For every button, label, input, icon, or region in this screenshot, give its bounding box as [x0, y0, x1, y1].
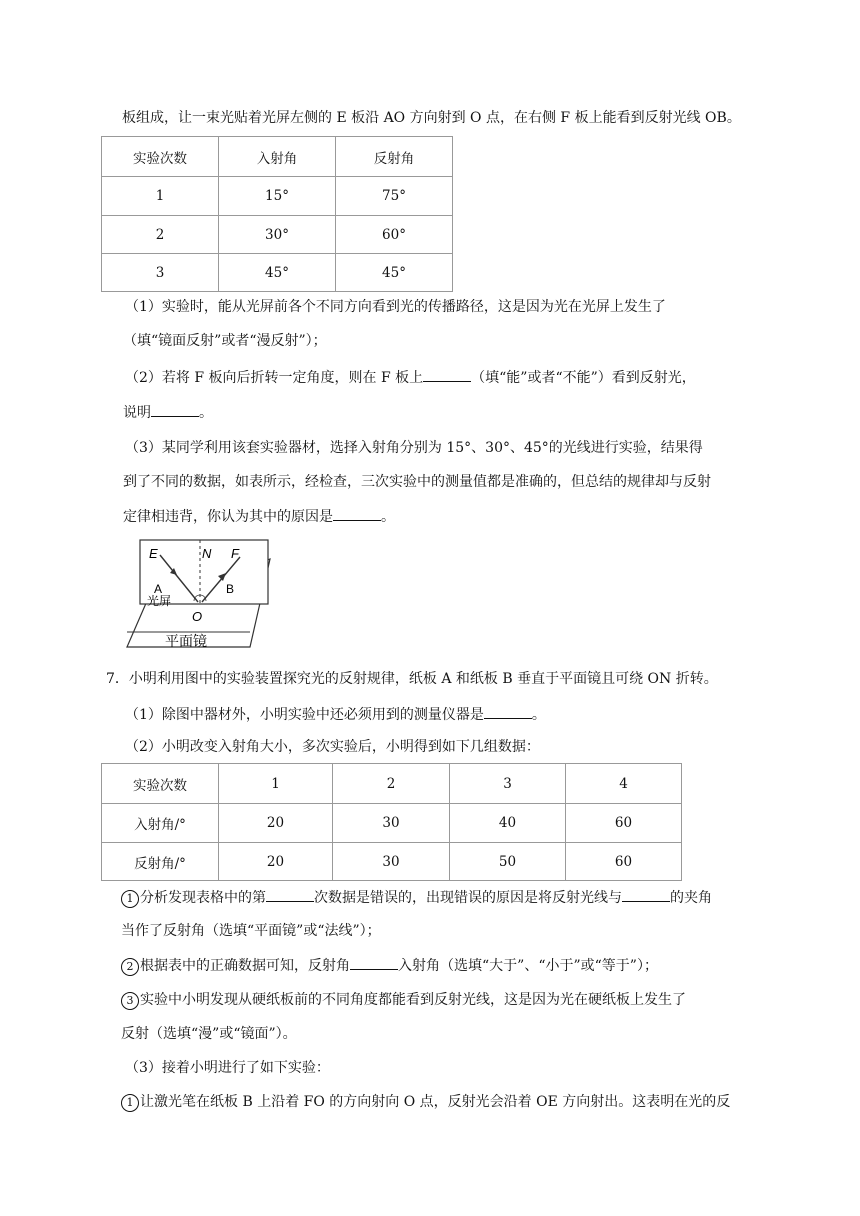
table-header-cell: 2 [333, 764, 450, 804]
answer-blank[interactable] [484, 704, 532, 719]
answer-blank[interactable] [333, 506, 381, 521]
sub-question-3-line-1 [121, 990, 686, 1010]
table-header-cell: 4 [566, 764, 682, 804]
sub-question-text: 根据表中的正确数据可知，反射角 [140, 958, 350, 974]
table-row [102, 254, 453, 292]
data-table-1 [101, 136, 453, 292]
table-cell: 30 [333, 843, 450, 881]
label-A: A [154, 582, 163, 596]
table-header-cell: 1 [219, 764, 333, 804]
question-3-line-2: 到了不同的数据，如表所示，经检查，三次实验中的测量值都是准确的，但总结的规律却与反射 [123, 474, 711, 490]
table-cell: 60 [566, 843, 682, 881]
question-2-text: 说明 [123, 405, 151, 421]
question-3-text: 。 [381, 509, 395, 525]
answer-blank[interactable] [423, 367, 471, 382]
sub-question-3-line-2: 反射（选填“漫”或“镜面”）。 [121, 1026, 297, 1042]
question-7-text: （1）除图中器材外，小明实验中还必须用到的测量仪器是 [125, 707, 484, 723]
table-row [102, 804, 682, 843]
sub-question-text: 实验中小明发现从硬纸板前的不同角度都能看到反射光线，这是因为光在硬纸板上发生了 [140, 992, 686, 1008]
sub-question-text: 的夹角 [670, 890, 712, 906]
table-header-cell: 实验次数 [102, 137, 219, 177]
table-cell: 15° [219, 177, 336, 216]
question-7-part-1 [125, 704, 546, 725]
sub-question-text: 次数据是错误的，出现错误的原因是将反射光线与 [314, 890, 622, 906]
sub-question-1-line-1 [121, 887, 712, 908]
question-2-text: （填“能”或者“不能”）看到反射光， [471, 370, 696, 386]
sub-question-4-line-1 [121, 1092, 730, 1112]
question-1-line-2: （填“镜面反射”或者“漫反射”）； [123, 333, 327, 349]
table-cell: 50 [450, 843, 566, 881]
question-2-line-1 [125, 367, 696, 388]
table-cell: 1 [102, 177, 219, 216]
question-3-line-3 [123, 506, 395, 527]
table-cell: 3 [102, 254, 219, 292]
label-B: B [226, 582, 235, 596]
intro-line: 板组成，让一束光贴着光屏左侧的 E 板沿 AO 方向射到 O 点，在右侧 F 板上能看到反射光线 OB。 [122, 110, 741, 126]
label-screen: 光屏 [147, 594, 172, 608]
circled-number: 2 [121, 958, 139, 976]
table-row [102, 843, 682, 881]
question-7-text: 。 [531, 707, 546, 723]
sub-question-2 [121, 955, 658, 976]
sub-question-text: 入射角（选填“大于”、“小于”或“等于”）； [398, 958, 658, 974]
circled-number: 1 [121, 1094, 139, 1112]
table-cell: 45° [336, 254, 453, 292]
table-cell: 30° [219, 216, 336, 254]
circled-number: 1 [121, 890, 139, 908]
question-7-part-3: （3）接着小明进行了如下实验： [125, 1060, 330, 1076]
table-cell: 30 [333, 804, 450, 843]
table-row [102, 216, 453, 254]
question-1-line-1: （1）实验时，能从光屏前各个不同方向看到光的传播路径，这是因为光在光屏上发生了 [125, 299, 666, 315]
label-F: F [231, 546, 239, 561]
sub-question-text: 分析发现表格中的第 [140, 890, 266, 906]
table-header-cell: 3 [450, 764, 566, 804]
answer-blank[interactable] [622, 887, 670, 902]
table-cell: 20 [219, 804, 333, 843]
question-3-line-1: （3）某同学利用该套实验器材，选择入射角分别为 15°、30°、45°的光线进行实验，结果得 [125, 440, 703, 456]
data-table-2 [101, 763, 682, 881]
table-cell: 40 [450, 804, 566, 843]
question-2-line-2 [123, 402, 213, 423]
table-cell: 60 [566, 804, 682, 843]
question-2-text: 。 [199, 405, 213, 421]
table-cell: 2 [102, 216, 219, 254]
answer-blank[interactable] [151, 402, 199, 417]
label-mirror: 平面镜 [165, 633, 207, 649]
answer-blank[interactable] [266, 887, 314, 902]
table-header-row [102, 137, 453, 177]
table-cell: 入射角/° [102, 804, 219, 843]
reflection-apparatus-figure [122, 535, 272, 650]
sub-question-1-line-2: 当作了反射角（选填“平面镜”或“法线”）； [121, 923, 381, 939]
question-7-part-2: （2）小明改变入射角大小，多次实验后，小明得到如下几组数据： [125, 739, 540, 755]
label-N: N [202, 546, 212, 561]
table-cell: 75° [336, 177, 453, 216]
table-header-cell: 反射角 [336, 137, 453, 177]
sub-question-text: 让激光笔在纸板 B 上沿着 FO 的方向射向 O 点，反射光会沿着 OE 方向射出。这表明在光的反 [140, 1094, 731, 1110]
label-E: E [149, 546, 158, 561]
table-header-cell: 入射角 [219, 137, 336, 177]
question-7-title: 7．小明利用图中的实验装置探究光的反射规律，纸板 A 和纸板 B 垂直于平面镜且可绕 ON 折转。 [106, 671, 718, 687]
circled-number: 3 [121, 992, 139, 1010]
answer-blank[interactable] [350, 955, 398, 970]
label-O: O [192, 609, 203, 624]
table-header-row [102, 764, 682, 804]
table-cell: 60° [336, 216, 453, 254]
table-cell: 45° [219, 254, 336, 292]
table-cell: 20 [219, 843, 333, 881]
table-header-cell: 实验次数 [102, 764, 219, 804]
question-3-text: 定律相违背，你认为其中的原因是 [123, 509, 333, 525]
table-row [102, 177, 453, 216]
question-2-text: （2）若将 F 板向后折转一定角度，则在 F 板上 [125, 370, 424, 386]
table-cell: 反射角/° [102, 843, 219, 881]
